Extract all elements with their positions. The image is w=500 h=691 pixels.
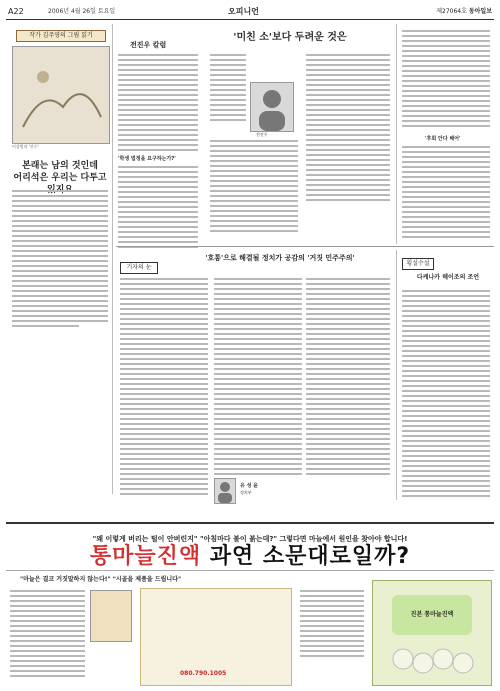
main-body-c [306, 54, 390, 204]
column-box-title-2: 횡설수설 [402, 258, 434, 270]
ad-body-left [10, 590, 85, 680]
main-body-a [210, 54, 246, 124]
ad-slogan: "왜 이렇게 버리는 털이 안버린지" "아침마다 볼이 붉는데?" 그렇다면 마늘에서 원인을 찾아야 합니다! [92, 535, 408, 543]
column2-body-2 [118, 166, 198, 251]
right-bottom-body [402, 290, 490, 500]
column-subhead: '학생 법정을 요구하는가?' [118, 156, 176, 162]
header-rule [6, 19, 494, 20]
ad-child-photo [90, 590, 132, 642]
advertisement-header [6, 532, 494, 569]
person-icon [251, 83, 293, 131]
author-photo [250, 82, 294, 132]
reporter-box-title: 기자의 눈 [120, 262, 158, 274]
ad-headline: 통마늘진액 과연 소문대로일까? [89, 544, 411, 569]
painting-image [12, 46, 110, 144]
reporter-body-c [306, 278, 390, 478]
ad-subheadline: "마늘은 결코 거짓말하지 않는다!" "시골을 제품을 드립니다" [20, 576, 182, 583]
masthead: 제27064호 동아일보 [436, 8, 492, 15]
ad-phone: 080.790.1005 [180, 670, 227, 677]
right-body-a [402, 30, 490, 130]
main-headline: '미친 소'보다 두려운 것은 [233, 32, 347, 43]
photo-caption: 전진우 [256, 132, 268, 137]
right-body-b [402, 146, 490, 241]
reporter-role: 정치부 [240, 490, 252, 495]
painting-icon [13, 47, 109, 143]
column1-body [12, 190, 108, 240]
column-title-2: 다케나카 헤이조의 조언 [416, 274, 480, 281]
column-author: 전진우 칼럼 [130, 41, 167, 49]
product-package: 진본 통마늘진액 [392, 595, 472, 635]
column-box-title: 작가 김주영의 그림 읽기 [16, 30, 106, 42]
garlic-icon [373, 635, 491, 683]
page-number: A22 [8, 7, 24, 16]
section-title: 오피니언 [228, 7, 259, 16]
page-header [8, 6, 492, 18]
column1-body-2 [12, 235, 108, 330]
ad-product-image [372, 580, 492, 686]
reporter-body-a [120, 278, 208, 498]
person-icon [215, 479, 235, 503]
column-title: 본래는 남의 것인데 어리석은 우리는 다투고 [13, 161, 107, 183]
image-caption: 이상범의 '산수' [12, 144, 39, 149]
reporter-body-b [214, 278, 302, 478]
reporter-photo [214, 478, 236, 504]
main-body-b [210, 140, 298, 235]
right-subhead: '후회 안다 헤어' [425, 136, 461, 142]
ad-body-right [300, 590, 364, 660]
column2-body [118, 54, 198, 154]
reporter-headline: '호통'으로 해결될 정치가 공감의 '거짓 민주주의' [205, 254, 355, 262]
reporter-name: 유 성 윤 [240, 483, 258, 489]
issue-date: 2006년 4월 26일 토요일 [48, 8, 116, 15]
